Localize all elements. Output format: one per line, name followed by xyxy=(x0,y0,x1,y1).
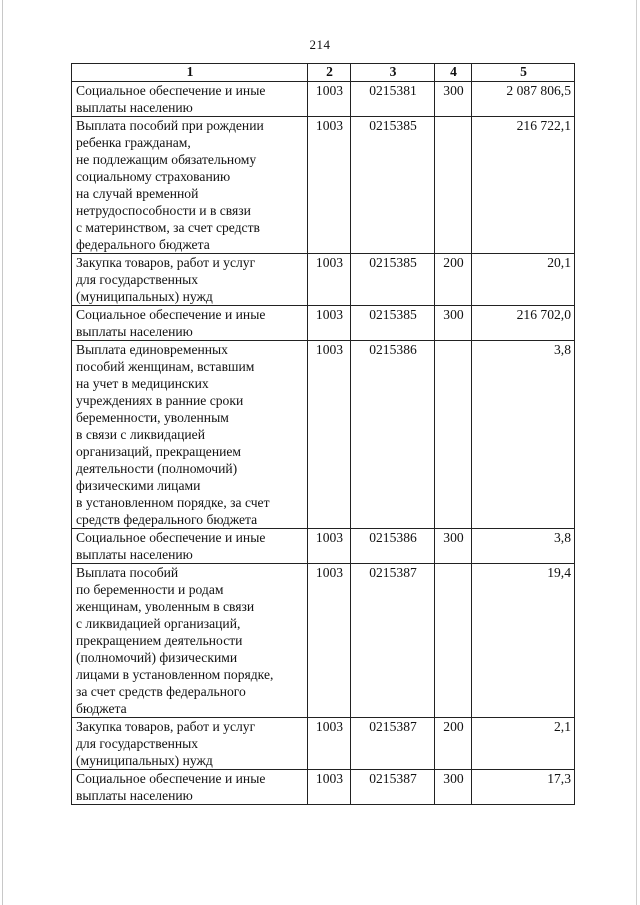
section-code-cell: 1003 xyxy=(308,254,351,306)
row-name-line: выплаты населению xyxy=(76,788,193,803)
row-name-cell xyxy=(72,718,308,770)
page-edge-right xyxy=(636,0,637,905)
row-name-line: ребенка гражданам, xyxy=(76,135,191,150)
row-name-line: Социальное обеспечение и иные xyxy=(76,307,266,322)
section-code-cell: 1003 xyxy=(308,306,351,341)
row-name-line: с материнством, за счет средств xyxy=(76,220,260,235)
expense-type-cell xyxy=(435,117,472,254)
section-code-cell: 1003 xyxy=(308,341,351,529)
amount-cell: 19,4 xyxy=(472,564,575,718)
amount-cell: 216 722,1 xyxy=(472,117,575,254)
amount-cell: 2,1 xyxy=(472,718,575,770)
header-col-5: 5 xyxy=(472,64,575,82)
row-name-line: прекращением деятельности xyxy=(76,633,243,648)
row-name-line: выплаты населению xyxy=(76,324,193,339)
expense-type-cell: 200 xyxy=(435,254,472,306)
expense-type-cell xyxy=(435,564,472,718)
header-col-4: 4 xyxy=(435,64,472,82)
expense-type-cell: 300 xyxy=(435,529,472,564)
header-col-1: 1 xyxy=(72,64,308,82)
row-name-line: с ликвидацией организаций, xyxy=(76,616,241,631)
row-name-cell xyxy=(72,117,308,254)
row-name-line: для государственных xyxy=(76,272,199,287)
row-name-line: выплаты населению xyxy=(76,100,193,115)
row-name-line: Социальное обеспечение и иные xyxy=(76,771,266,786)
row-name-line: физическими лицами xyxy=(76,478,201,493)
table-row xyxy=(72,341,575,529)
row-name-line: Социальное обеспечение и иные xyxy=(76,530,266,545)
target-article-cell: 0215387 xyxy=(351,718,435,770)
expense-type-cell: 200 xyxy=(435,718,472,770)
row-name-line: средств федерального бюджета xyxy=(76,512,258,527)
target-article-cell: 0215386 xyxy=(351,341,435,529)
expense-type-cell: 300 xyxy=(435,82,472,117)
amount-cell: 216 702,0 xyxy=(472,306,575,341)
row-name-line: Выплата пособий при рождении xyxy=(76,118,264,133)
row-name-line: Закупка товаров, работ и услуг xyxy=(76,719,256,734)
row-name-line: Закупка товаров, работ и услуг xyxy=(76,255,256,270)
row-name-line: федерального бюджета xyxy=(76,237,210,252)
target-article-cell: 0215385 xyxy=(351,306,435,341)
row-name-line: выплаты населению xyxy=(76,547,193,562)
table-row xyxy=(72,564,575,718)
row-name-line: не подлежащим обязательному xyxy=(76,152,257,167)
page-edge-left xyxy=(2,0,3,905)
row-name-line: на учет в медицинских xyxy=(76,376,209,391)
header-col-3: 3 xyxy=(351,64,435,82)
row-name-line: учреждениях в ранние сроки xyxy=(76,393,244,408)
header-col-2: 2 xyxy=(308,64,351,82)
row-name-line: для государственных xyxy=(76,736,199,751)
section-code-cell: 1003 xyxy=(308,117,351,254)
target-article-cell: 0215387 xyxy=(351,770,435,805)
row-name-line: (полномочий) физическими xyxy=(76,650,238,665)
table-row xyxy=(72,770,575,805)
table-body xyxy=(72,82,575,805)
row-name-line: женщинам, уволенным в связи xyxy=(76,599,255,614)
amount-cell: 17,3 xyxy=(472,770,575,805)
amount-cell: 20,1 xyxy=(472,254,575,306)
row-name-line: пособий женщинам, вставшим xyxy=(76,359,255,374)
table-row xyxy=(72,117,575,254)
row-name-line: нетрудоспособности и в связи xyxy=(76,203,251,218)
table-row xyxy=(72,306,575,341)
section-code-cell: 1003 xyxy=(308,529,351,564)
amount-cell: 3,8 xyxy=(472,529,575,564)
expense-type-cell xyxy=(435,341,472,529)
row-name-line: Выплата единовременных xyxy=(76,342,228,357)
amount-cell: 2 087 806,5 xyxy=(472,82,575,117)
table-row xyxy=(72,254,575,306)
row-name-cell xyxy=(72,254,308,306)
table-header xyxy=(72,64,575,82)
table-row xyxy=(72,718,575,770)
expense-type-cell: 300 xyxy=(435,770,472,805)
row-name-line: (муниципальных) нужд xyxy=(76,289,213,304)
row-name-line: Социальное обеспечение и иные xyxy=(76,83,266,98)
target-article-cell: 0215385 xyxy=(351,254,435,306)
row-name-cell xyxy=(72,306,308,341)
row-name-line: бюджета xyxy=(76,701,127,716)
row-name-line: беременности, уволенным xyxy=(76,410,229,425)
row-name-line: лицами в установленном порядке, xyxy=(76,667,274,682)
row-name-line: (муниципальных) нужд xyxy=(76,753,213,768)
amount-cell: 3,8 xyxy=(472,341,575,529)
section-code-cell: 1003 xyxy=(308,718,351,770)
row-name-cell xyxy=(72,770,308,805)
budget-table xyxy=(71,63,575,805)
row-name-line: за счет средств федерального xyxy=(76,684,246,699)
header-row xyxy=(72,64,575,82)
page-number: 214 xyxy=(309,37,331,52)
target-article-cell: 0215386 xyxy=(351,529,435,564)
row-name-cell xyxy=(72,564,308,718)
row-name-cell xyxy=(72,82,308,117)
target-article-cell: 0215381 xyxy=(351,82,435,117)
row-name-line: организаций, прекращением xyxy=(76,444,242,459)
row-name-line: в связи с ликвидацией xyxy=(76,427,205,442)
row-name-cell xyxy=(72,529,308,564)
row-name-line: по беременности и родам xyxy=(76,582,224,597)
row-name-line: Выплата пособий xyxy=(76,565,179,580)
section-code-cell: 1003 xyxy=(308,82,351,117)
row-name-line: на случай временной xyxy=(76,186,199,201)
expense-type-cell: 300 xyxy=(435,306,472,341)
section-code-cell: 1003 xyxy=(308,770,351,805)
table-row xyxy=(72,529,575,564)
row-name-line: деятельности (полномочий) xyxy=(76,461,238,476)
row-name-cell xyxy=(72,341,308,529)
target-article-cell: 0215387 xyxy=(351,564,435,718)
target-article-cell: 0215385 xyxy=(351,117,435,254)
row-name-line: в установленном порядке, за счет xyxy=(76,495,270,510)
table-row xyxy=(72,82,575,117)
row-name-line: социальному страхованию xyxy=(76,169,231,184)
section-code-cell: 1003 xyxy=(308,564,351,718)
